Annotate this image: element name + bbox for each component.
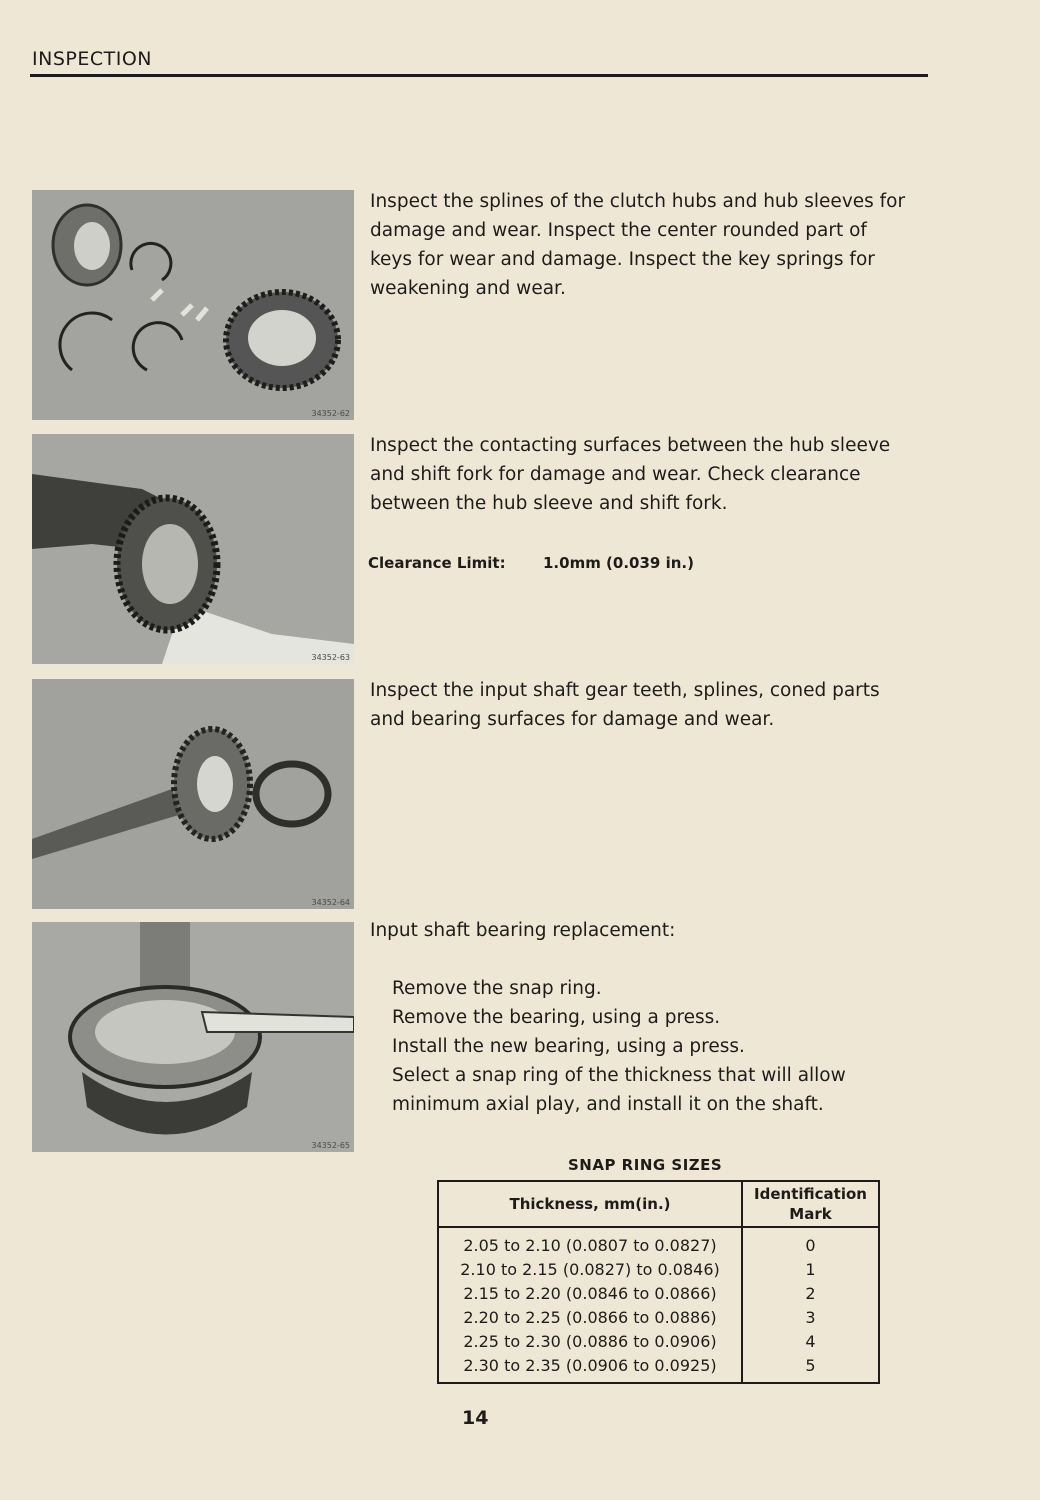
table-row <box>438 1227 879 1258</box>
hub-sleeve-shift-fork-photo <box>32 434 354 664</box>
cell-thickness: 2.25 to 2.30 (0.0886 to 0.0906) <box>463 1332 717 1351</box>
cell-thickness: 2.15 to 2.20 (0.0846 to 0.0866) <box>463 1284 717 1303</box>
step: Install the new bearing, using a press. <box>392 1036 745 1057</box>
table-header-row <box>438 1181 879 1227</box>
cell-mark: 1 <box>742 1258 879 1282</box>
cell-mark: 3 <box>742 1306 879 1330</box>
column-header-mark: Identification Mark <box>742 1181 879 1227</box>
step: Remove the snap ring. <box>392 978 602 999</box>
section-3-text <box>370 676 910 734</box>
paragraph: Inspect the contacting surfaces between the hub sleeve and shift fork for damage and wear. Check clearance between the hub sleeve and shift fork. <box>370 435 891 514</box>
section-1-text <box>370 187 910 303</box>
spec-value: 1.0mm (0.039 in.) <box>543 554 694 572</box>
step: Select a snap ring of the thickness that will allow <box>392 1065 846 1086</box>
gear-drawing <box>226 292 338 388</box>
cell-thickness: 2.20 to 2.25 (0.0866 to 0.0886) <box>463 1308 717 1327</box>
table-row <box>438 1354 879 1383</box>
table-row <box>438 1330 879 1354</box>
step: Remove the bearing, using a press. <box>392 1007 721 1028</box>
paragraph: Inspect the splines of the clutch hubs and hub sleeves for damage and wear. Inspect the center rounded part of keys for wear and damage. Inspect the key springs for weakening and wear. <box>370 191 906 299</box>
page-title: INSPECTION <box>32 48 152 70</box>
table-title: SNAP RING SIZES <box>568 1156 723 1174</box>
page-number: 14 <box>462 1407 489 1429</box>
photo-code: 34352-63 <box>311 653 350 662</box>
hub-sleeve-drawing <box>53 205 121 285</box>
photo-code: 34352-64 <box>311 898 350 907</box>
section-4-text <box>370 916 910 945</box>
bearing-replacement-steps <box>392 974 846 1119</box>
section-2-text <box>370 431 910 518</box>
photo-code: 34352-62 <box>311 409 350 418</box>
column-header-thickness: Thickness, mm(in.) <box>438 1181 742 1227</box>
paragraph: Inspect the input shaft gear teeth, splines, coned parts and bearing surfaces for damage and wear. <box>370 680 880 730</box>
step: minimum axial play, and install it on the shaft. <box>392 1094 824 1115</box>
input-shaft-photo <box>32 679 354 909</box>
table-row <box>438 1282 879 1306</box>
cell-thickness: 2.05 to 2.10 (0.0807 to 0.0827) <box>463 1236 717 1255</box>
cell-thickness: 2.10 to 2.15 (0.0827) to 0.0846) <box>460 1260 720 1279</box>
cell-mark: 0 <box>742 1227 879 1258</box>
cell-mark: 5 <box>742 1354 879 1383</box>
table-row <box>438 1258 879 1282</box>
cell-mark: 4 <box>742 1330 879 1354</box>
cell-thickness: 2.30 to 2.35 (0.0906 to 0.0925) <box>463 1356 717 1375</box>
photo-code: 34352-65 <box>311 1141 350 1150</box>
paragraph: Input shaft bearing replacement: <box>370 920 676 941</box>
cell-mark: 2 <box>742 1282 879 1306</box>
header-rule <box>30 74 928 77</box>
gear-drawing <box>117 498 217 630</box>
bearing-replacement-photo <box>32 922 354 1152</box>
spec-label: Clearance Limit: <box>368 554 506 572</box>
snap-ring-sizes-table <box>437 1180 880 1384</box>
clearance-limit-spec <box>368 554 694 572</box>
clutch-hub-photo <box>32 190 354 420</box>
table-row <box>438 1306 879 1330</box>
